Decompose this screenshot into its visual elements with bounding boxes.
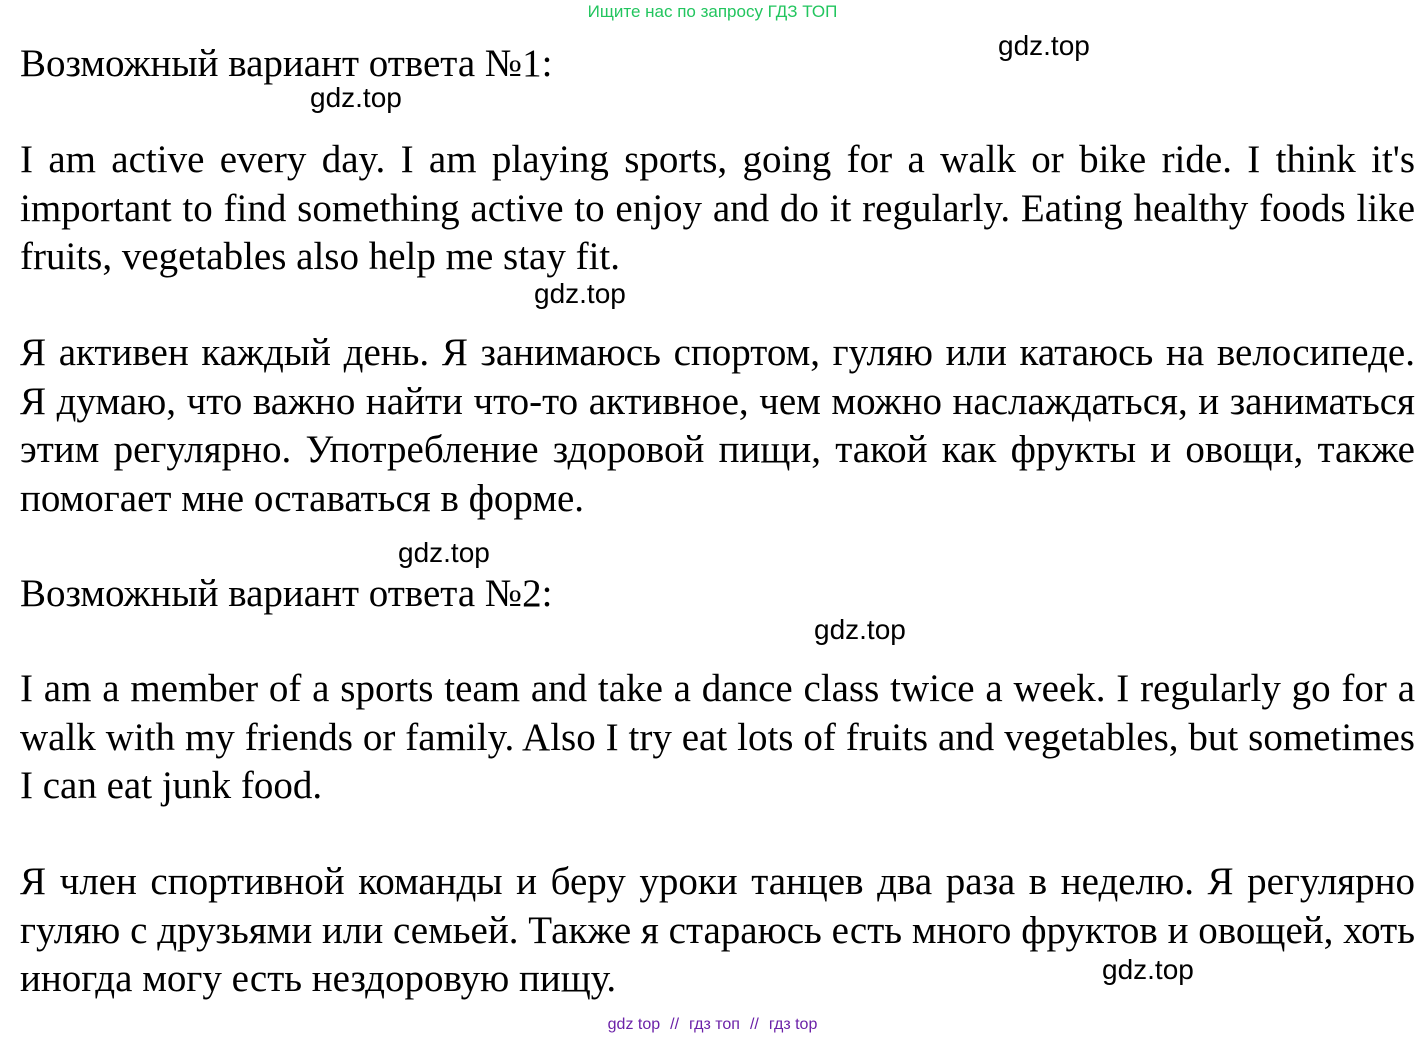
- answer2-russian-paragraph: Я член спортивной команды и беру уроки танцев два раза в неделю. Я регулярно гуляю с друзьями или семьей. Также я стараюсь есть много фруктов и овощей, хоть иногда могу есть нездоровую пищу.: [20, 860, 1415, 1000]
- answer2-english-paragraph: I am a member of a sports team and take a dance class twice a week. I regularly go for a walk with my friends or family. Also I try eat lots of fruits and vegetables, but sometimes I can eat junk food.: [20, 667, 1415, 807]
- footer-link-gdz-top[interactable]: gdz top: [607, 1016, 661, 1033]
- answer2-heading: Возможный вариант ответа №2:: [20, 572, 553, 615]
- footer-separator: //: [749, 1016, 759, 1033]
- watermark: gdz.top: [398, 537, 490, 568]
- top-banner: Ищите нас по запросу ГДЗ ТОП: [587, 2, 838, 21]
- answer1-russian-paragraph: Я активен каждый день. Я занимаюсь спортом, гуляю или катаюсь на велосипеде. Я думаю, что важно найти что-то активное, чем можно наслаждаться, и заниматься этим регулярно. Употребление здоровой пищи, такой как фрукты и овощи, также помогает мне оставаться в форме.: [20, 331, 1415, 520]
- answer1-heading: Возможный вариант ответа №1:: [20, 42, 553, 85]
- footer-separator: //: [670, 1016, 680, 1033]
- footer-link-gdz-top-mixed[interactable]: гдз top: [768, 1016, 818, 1033]
- watermark: gdz.top: [998, 30, 1090, 61]
- answer1-english-paragraph: I am active every day. I am playing sports, going for a walk or bike ride. I think it's important to find something active to enjoy and do it regularly. Eating healthy foods like fruits, vegetables also help me stay fit.: [20, 138, 1415, 278]
- footer-links: [0, 1016, 1425, 1034]
- watermark: gdz.top: [1102, 954, 1194, 985]
- footer-link-gdz-top-ru[interactable]: гдз топ: [689, 1016, 740, 1033]
- watermark: gdz.top: [814, 614, 906, 645]
- watermark: gdz.top: [534, 278, 626, 309]
- watermark: gdz.top: [310, 82, 402, 113]
